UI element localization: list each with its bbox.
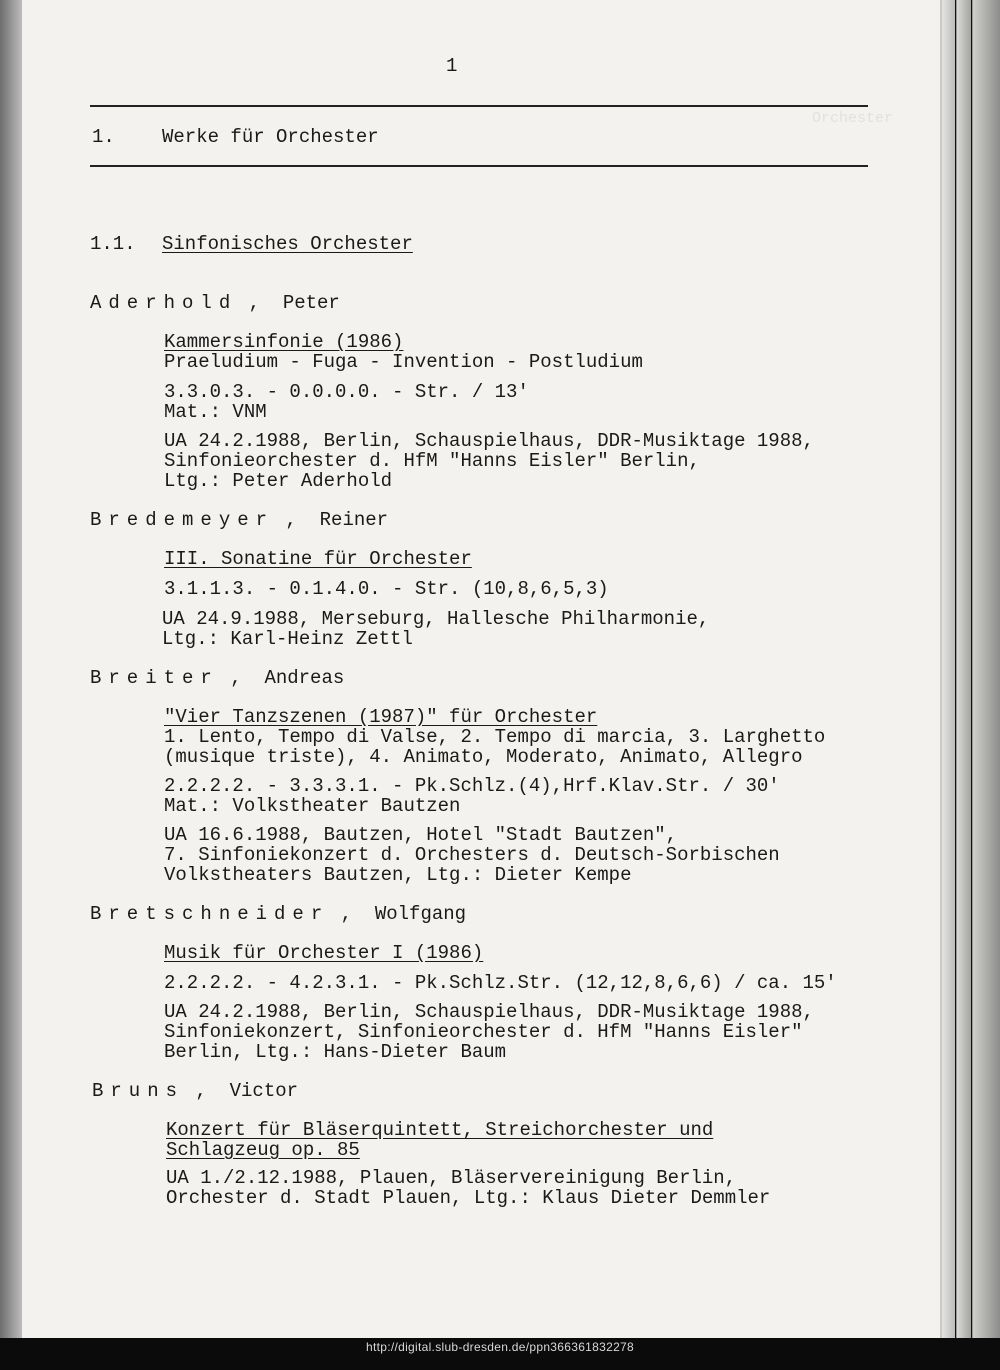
subsection-title: Sinfonisches Orchester: [162, 233, 413, 255]
work-premiere: UA 16.6.1988, Bautzen, Hotel "Stadt Bautzen",: [164, 824, 678, 846]
work-premiere: 7. Sinfoniekonzert d. Orchesters d. Deutsch-Sorbischen: [164, 844, 780, 866]
work-premiere: UA 1./2.12.1988, Plauen, Bläservereinigung Berlin,: [166, 1167, 737, 1189]
composer-surname: Bruns: [92, 1080, 185, 1102]
work-material: Mat.: VNM: [164, 401, 267, 423]
work-title: "Vier Tanzszenen (1987)" für Orchester: [164, 706, 598, 728]
composer-firstname: Wolfgang: [374, 903, 467, 925]
composer-firstname: Andreas: [264, 667, 345, 689]
work-premiere: Volkstheaters Bautzen, Ltg.: Dieter Kempe: [164, 864, 632, 886]
work-title: Schlagzeug op. 85: [166, 1139, 360, 1161]
page-number: 1: [446, 55, 458, 77]
document-page: [22, 0, 942, 1338]
work-scoring: 2.2.2.2. - 4.2.3.1. - Pk.Schlz.Str. (12,12,8,6,6) / ca. 15': [164, 972, 837, 994]
section-number: 1.: [92, 126, 115, 148]
work-title: Konzert für Bläserquintett, Streichorchester und: [166, 1119, 714, 1141]
page-edge: [972, 0, 1000, 1338]
work-premiere: Berlin, Ltg.: Hans-Dieter Baum: [164, 1041, 507, 1063]
work-premiere: Sinfoniekonzert, Sinfonieorchester d. HfM "Hanns Eisler": [164, 1021, 803, 1043]
composer-surname: Bretschneider: [90, 903, 330, 925]
work-movements: 1. Lento, Tempo di Valse, 2. Tempo di marcia, 3. Larghetto: [164, 726, 826, 748]
rule-bottom: [90, 165, 868, 167]
composer-surname: Breiter: [90, 667, 219, 689]
work-scoring: 2.2.2.2. - 3.3.3.1. - Pk.Schlz.(4),Hrf.Klav.Str. / 30': [164, 775, 780, 797]
source-url: http://digital.slub-dresden.de/ppn366361832278: [365, 1340, 634, 1354]
composer-heading: Bretschneider , Wolfgang: [90, 903, 467, 925]
section-title: Werke für Orchester: [162, 126, 379, 148]
work-title: Musik für Orchester I (1986): [164, 942, 484, 964]
work-material: Mat.: Volkstheater Bautzen: [164, 795, 461, 817]
work-title: III. Sonatine für Orchester: [164, 548, 472, 570]
composer-surname: Bredemeyer: [90, 509, 275, 531]
work-premiere: UA 24.2.1988, Berlin, Schauspielhaus, DDR-Musiktage 1988,: [164, 430, 814, 452]
bleed-through-text: Orchester: [812, 110, 894, 127]
work-scoring: 3.1.1.3. - 0.1.4.0. - Str. (10,8,6,5,3): [164, 578, 609, 600]
work-scoring: 3.3.0.3. - 0.0.0.0. - Str. / 13': [164, 381, 529, 403]
work-title: Kammersinfonie (1986): [164, 331, 404, 353]
page-edge: [956, 0, 971, 1338]
subsection-number: 1.1.: [90, 233, 136, 255]
work-premiere: UA 24.9.1988, Merseburg, Hallesche Philharmonie,: [162, 608, 710, 630]
work-premiere: UA 24.2.1988, Berlin, Schauspielhaus, DDR-Musiktage 1988,: [164, 1001, 814, 1023]
composer-heading: Bredemeyer , Reiner: [90, 509, 389, 531]
work-movements: (musique triste), 4. Animato, Moderato, Animato, Allegro: [164, 746, 803, 768]
composer-heading: Aderhold , Peter: [90, 292, 340, 314]
work-premiere: Ltg.: Karl-Heinz Zettl: [162, 628, 413, 650]
page-edge: [940, 0, 955, 1338]
work-premiere: Sinfonieorchester d. HfM "Hanns Eisler" Berlin,: [164, 450, 700, 472]
composer-heading: Bruns , Victor: [92, 1080, 299, 1102]
composer-firstname: Reiner: [319, 509, 389, 531]
work-movements: Praeludium - Fuga - Invention - Postludium: [164, 351, 643, 373]
composer-surname: Aderhold: [90, 292, 238, 314]
composer-firstname: Peter: [282, 292, 340, 314]
rule-top: [90, 105, 868, 107]
work-premiere: Orchester d. Stadt Plauen, Ltg.: Klaus Dieter Demmler: [166, 1187, 771, 1209]
scan-left-edge: [0, 0, 22, 1370]
composer-heading: Breiter , Andreas: [90, 667, 345, 689]
composer-firstname: Victor: [229, 1080, 299, 1102]
work-premiere: Ltg.: Peter Aderhold: [164, 470, 393, 492]
